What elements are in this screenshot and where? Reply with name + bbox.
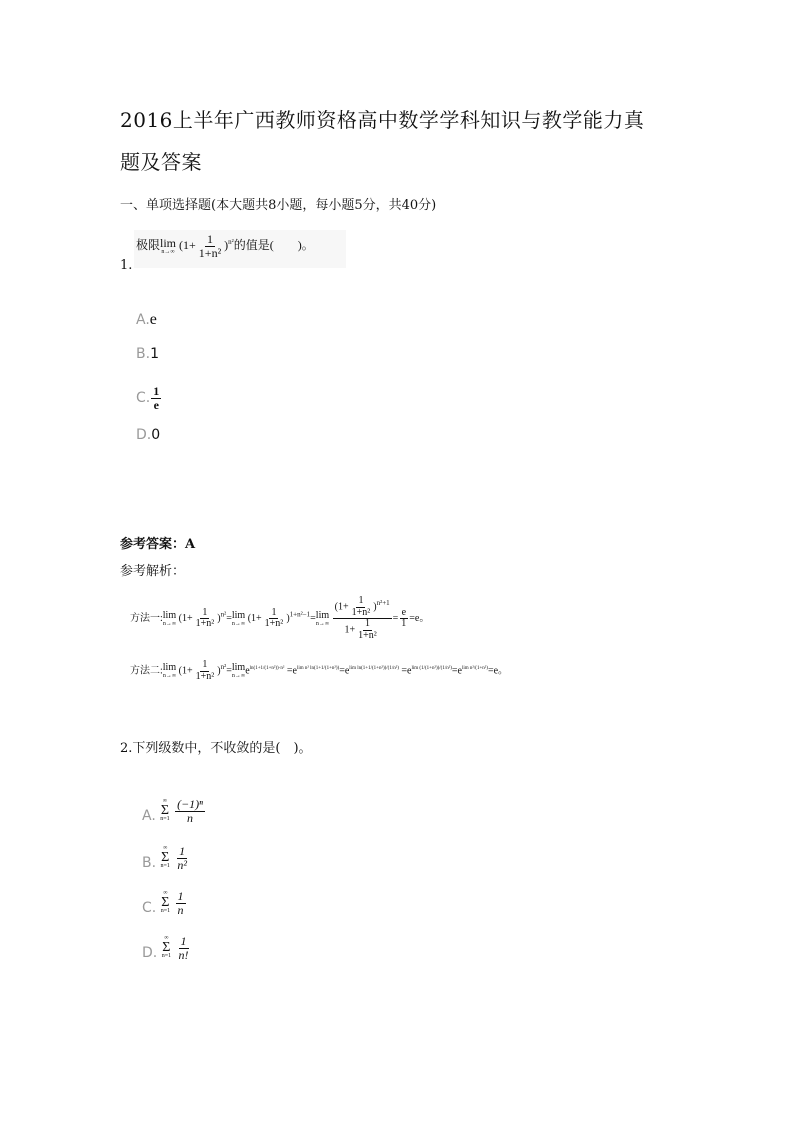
q1-number: 1. — [120, 258, 133, 273]
q1-option-c[interactable]: C. $\frac{1}{e}$ — [136, 383, 160, 412]
q1-option-d[interactable]: D.0 — [136, 427, 161, 443]
q1-exp: n² — [228, 237, 234, 246]
method1-formula: 方法一: lim n→∞ (1+ $\frac{1}{\text{1+n²}}$ )$^{n^2}$= lim n→∞ (1+ $\frac{1}{\text{1+n²}}$ )$^{1+n^2-1}$= lim n→∞ (1+ $\frac{1}{\text{1+n²}}$ )$^{n^2+1}$ 1+ $\frac{1}{\text{1+n²}}$ = $\frac{e}{1}$ =e。 — [130, 595, 430, 641]
section-header: 一、单项选择题(本大题共8小题，每小题5分，共40分) — [120, 198, 437, 213]
method1-label: 方法一: — [130, 612, 163, 624]
analysis-label: 参考解析： — [120, 564, 186, 579]
q2-option-c-frac: $\frac{1}{n}$ — [177, 889, 184, 917]
q1-open: (1+ — [179, 237, 196, 252]
q2-option-b-frac: $\frac{1}{\text{n²}}$ — [177, 844, 187, 872]
doc-title-line2: 题及答案 — [120, 150, 202, 174]
q1-option-c-frac: $\frac{1}{e}$ — [153, 383, 160, 412]
q2-option-d-sum: ∞ Σ n=1 — [161, 935, 172, 960]
q1-prefix: 极限 — [136, 237, 161, 252]
q1-option-b[interactable]: B.1 — [136, 346, 159, 362]
q1-option-a[interactable]: A.e — [136, 311, 157, 328]
q2-option-c[interactable]: C. ∞ Σ n=1 $\frac{1}{n}$ — [142, 889, 184, 917]
q2-option-c-sum: ∞ Σ n=1 — [160, 890, 171, 915]
method2-formula: 方法二: lim n→∞ (1+ $\frac{1}{\text{1+n²}}$ )$^{n^2}$= lim n→∞ $e^{ln(1+1/(1+n^2))\cdot n^2} =e^{lim n^2 ln(1+1/(1+n^2))}=e^{lim ln(1+1/(1+n^2))/(1/n^2)} =e^{lim (1/(1+n^2))/(1/n^2)}=e^{lim n^2/(1+n^2)}=e$。 — [130, 659, 509, 682]
q2-option-b[interactable]: B. ∞ Σ n=1 $\frac{1}{\text{n²}}$ — [142, 844, 187, 872]
q2-option-a[interactable]: A. ∞ Σ n=1 $\frac{\text{(−1)ⁿ}}{n}$ — [142, 797, 203, 825]
answer-label: 参考答案：A — [120, 537, 196, 552]
q1-suffix: 的值是( )。 — [233, 237, 314, 252]
q1-formula: 极限 lim n→∞ (1+ $\frac{1}{\text{1+n²}}$ )$^{n^2}$的值是( )。 — [136, 232, 314, 260]
q2-option-a-sum: ∞ Σ n=1 — [160, 798, 170, 823]
method2-label: 方法二: — [130, 665, 163, 677]
q1-lim: lim n→∞ — [160, 236, 177, 256]
doc-title-line1: 2016上半年广西教师资格高中数学学科知识与教学能力真 — [120, 108, 645, 132]
q2-text: 2.下列级数中，不收敛的是( )。 — [120, 741, 312, 756]
q2-option-d-frac: $\frac{1}{n!}$ — [178, 934, 189, 962]
q2-option-b-sum: ∞ Σ n=1 — [160, 845, 170, 870]
method1-result: =e。 — [409, 612, 430, 624]
q2-option-d[interactable]: D. ∞ Σ n=1 $\frac{1}{n!}$ — [142, 934, 189, 962]
q2-option-a-frac: $\frac{\text{(−1)ⁿ}}{n}$ — [177, 797, 203, 825]
q1-frac: $\frac{1}{\text{1+n²}}$ — [198, 232, 222, 260]
